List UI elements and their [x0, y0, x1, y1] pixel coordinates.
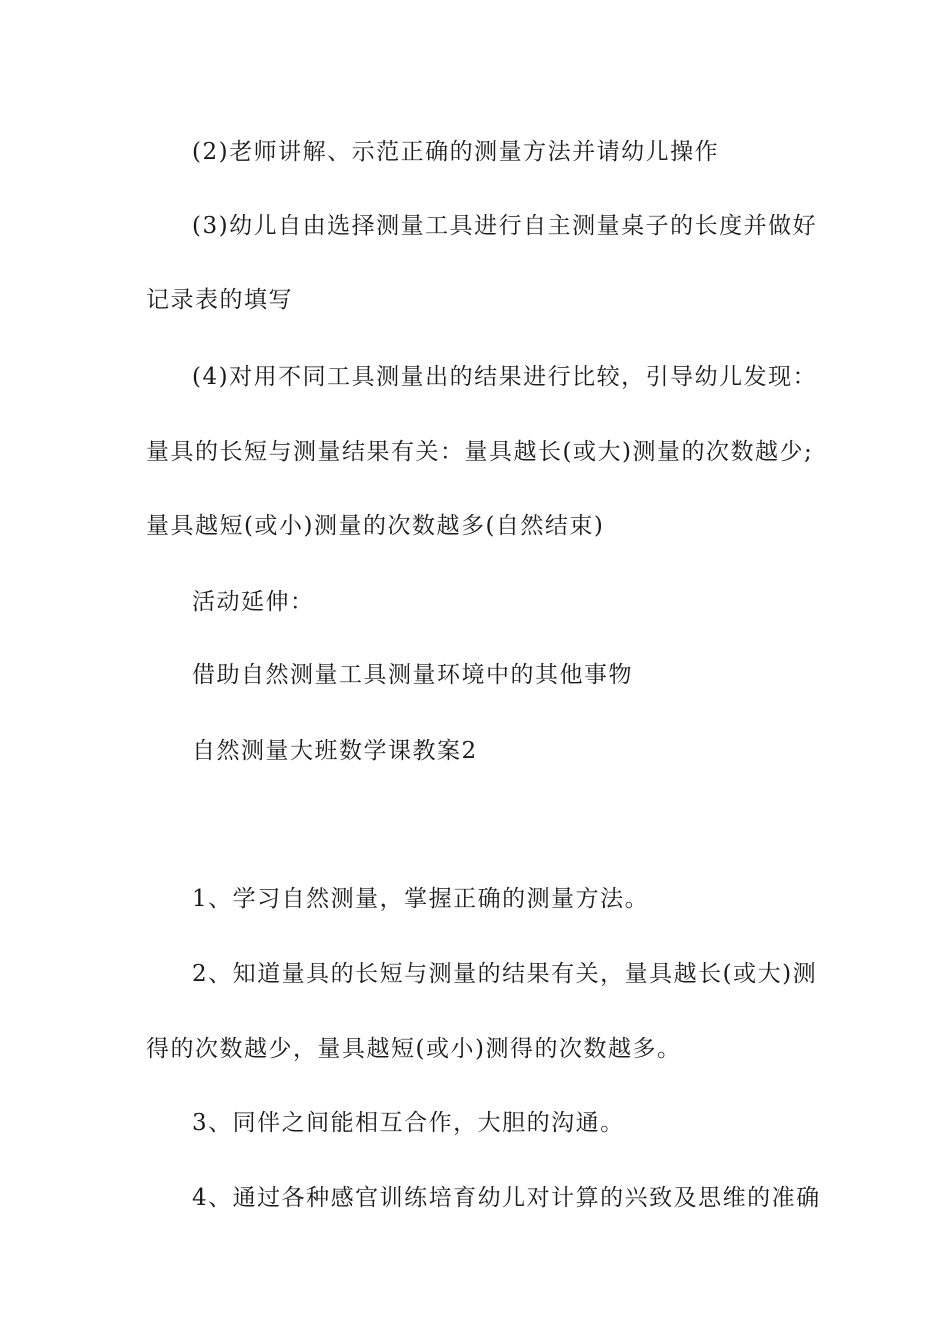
goal-2-continued: 得的次数越少，量具越短(或小)测得的次数越多。 — [146, 1036, 682, 1062]
paragraph-step-3: (3)幼儿自由选择测量工具进行自主测量桌子的长度并做好 — [192, 213, 818, 239]
goal-2: 2、知道量具的长短与测量的结果有关，量具越长(或大)测 — [192, 961, 818, 987]
goal-4: 4、通过各种感官训练培育幼儿对计算的兴致及思维的准确 — [192, 1185, 821, 1211]
goal-1: 1、学习自然测量，掌握正确的测量方法。 — [192, 886, 650, 912]
paragraph-step-3-continued: 记录表的填写 — [146, 287, 293, 313]
lesson-plan-title: 自然测量大班数学课教案2 — [192, 738, 478, 764]
activity-extension-text: 借助自然测量工具测量环境中的其他事物 — [192, 662, 633, 688]
paragraph-step-2: (2)老师讲解、示范正确的测量方法并请幼儿操作 — [192, 139, 720, 165]
paragraph-step-4-continued-1: 量具的长短与测量结果有关：量具越长(或大)测量的次数越少; — [146, 439, 814, 465]
paragraph-step-4: (4)对用不同工具测量出的结果进行比较，引导幼儿发现： — [192, 364, 818, 390]
goal-3: 3、同伴之间能相互合作，大胆的沟通。 — [192, 1110, 625, 1136]
activity-extension-heading: 活动延伸： — [192, 589, 315, 615]
paragraph-step-4-continued-2: 量具越短(或小)测量的次数越多(自然结束) — [146, 513, 605, 539]
